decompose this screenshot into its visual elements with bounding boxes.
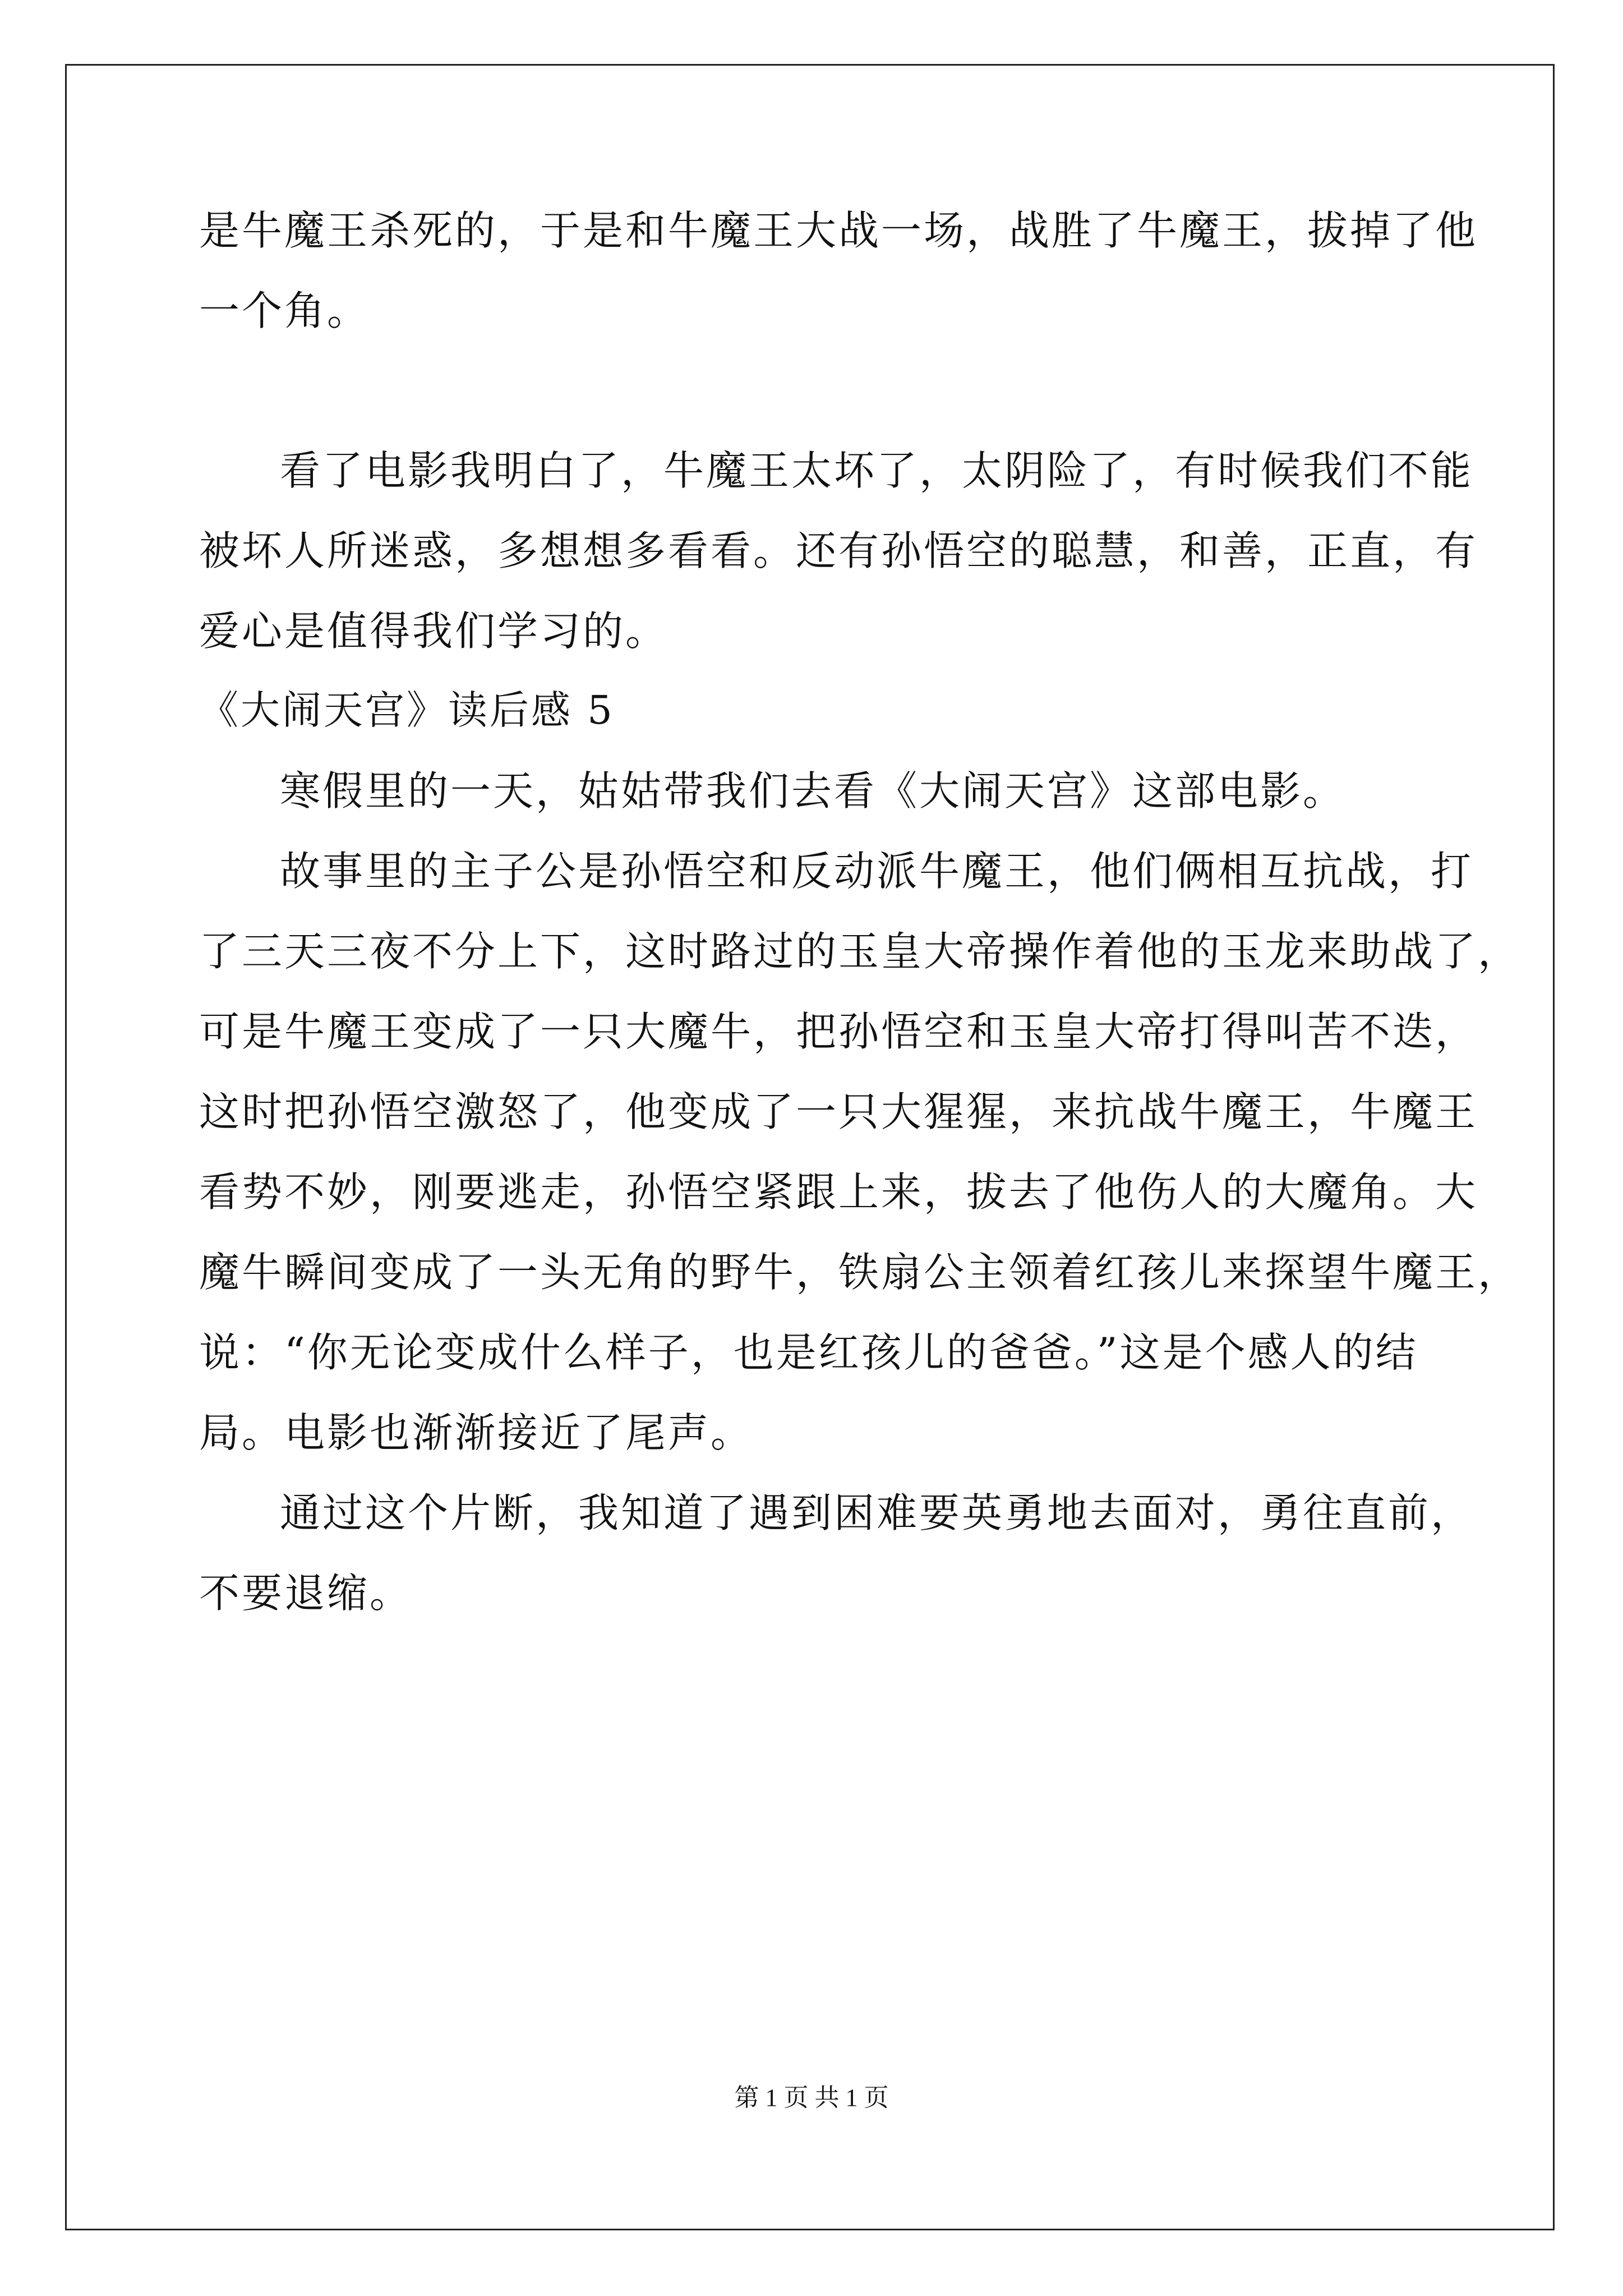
text-line: 了三天三夜不分上下，这时路过的玉皇大帝操作着他的玉龙来助战了， [199, 928, 1521, 975]
text-line: 通过这个片断，我知道了遇到困难要英勇地去面对，勇往直前， [280, 1489, 1474, 1536]
text-line: 寒假里的一天，姑姑带我们去看《大闹天宫》这部电影。 [280, 767, 1346, 815]
text-line: 故事里的主子公是孙悟空和反动派牛魔王，他们俩相互抗战，打 [280, 848, 1474, 895]
text-line: 看了电影我明白了，牛魔王太坏了，太阴险了，有时候我们不能 [280, 447, 1474, 494]
text-line: 局。电影也渐渐接近了尾声。 [199, 1409, 754, 1456]
section-heading: 《大闹天宫》读后感 5 [199, 687, 615, 733]
text-line: 魔牛瞬间变成了一头无角的野牛，铁扇公主领着红孩儿来探望牛魔王， [199, 1249, 1521, 1296]
text-line: 这时把孙悟空激怒了，他变成了一只大猩猩，来抗战牛魔王，牛魔王 [199, 1088, 1478, 1135]
text-line: 爱心是值得我们学习的。 [199, 608, 668, 655]
text-line: 一个角。 [199, 287, 370, 334]
text-line: 是牛魔王杀死的，于是和牛魔王大战一场，战胜了牛魔王，拔掉了他 [199, 207, 1478, 254]
page-border [65, 64, 1555, 2230]
text-line: 看势不妙，刚要逃走，孙悟空紧跟上来，拔去了他伤人的大魔角。大 [199, 1168, 1478, 1216]
text-line: 说：“你无论变成什么样子，也是红孩儿的爸爸。”这是个感人的结 [199, 1329, 1418, 1376]
text-line: 可是牛魔王变成了一只大魔牛，把孙悟空和玉皇大帝打得叫苦不迭， [199, 1008, 1478, 1055]
page-footer: 第 1 页 共 1 页 [734, 2084, 889, 2111]
text-line: 被坏人所迷惑，多想想多看看。还有孙悟空的聪慧，和善，正直，有 [199, 527, 1478, 574]
text-line: 不要退缩。 [199, 1570, 413, 1617]
